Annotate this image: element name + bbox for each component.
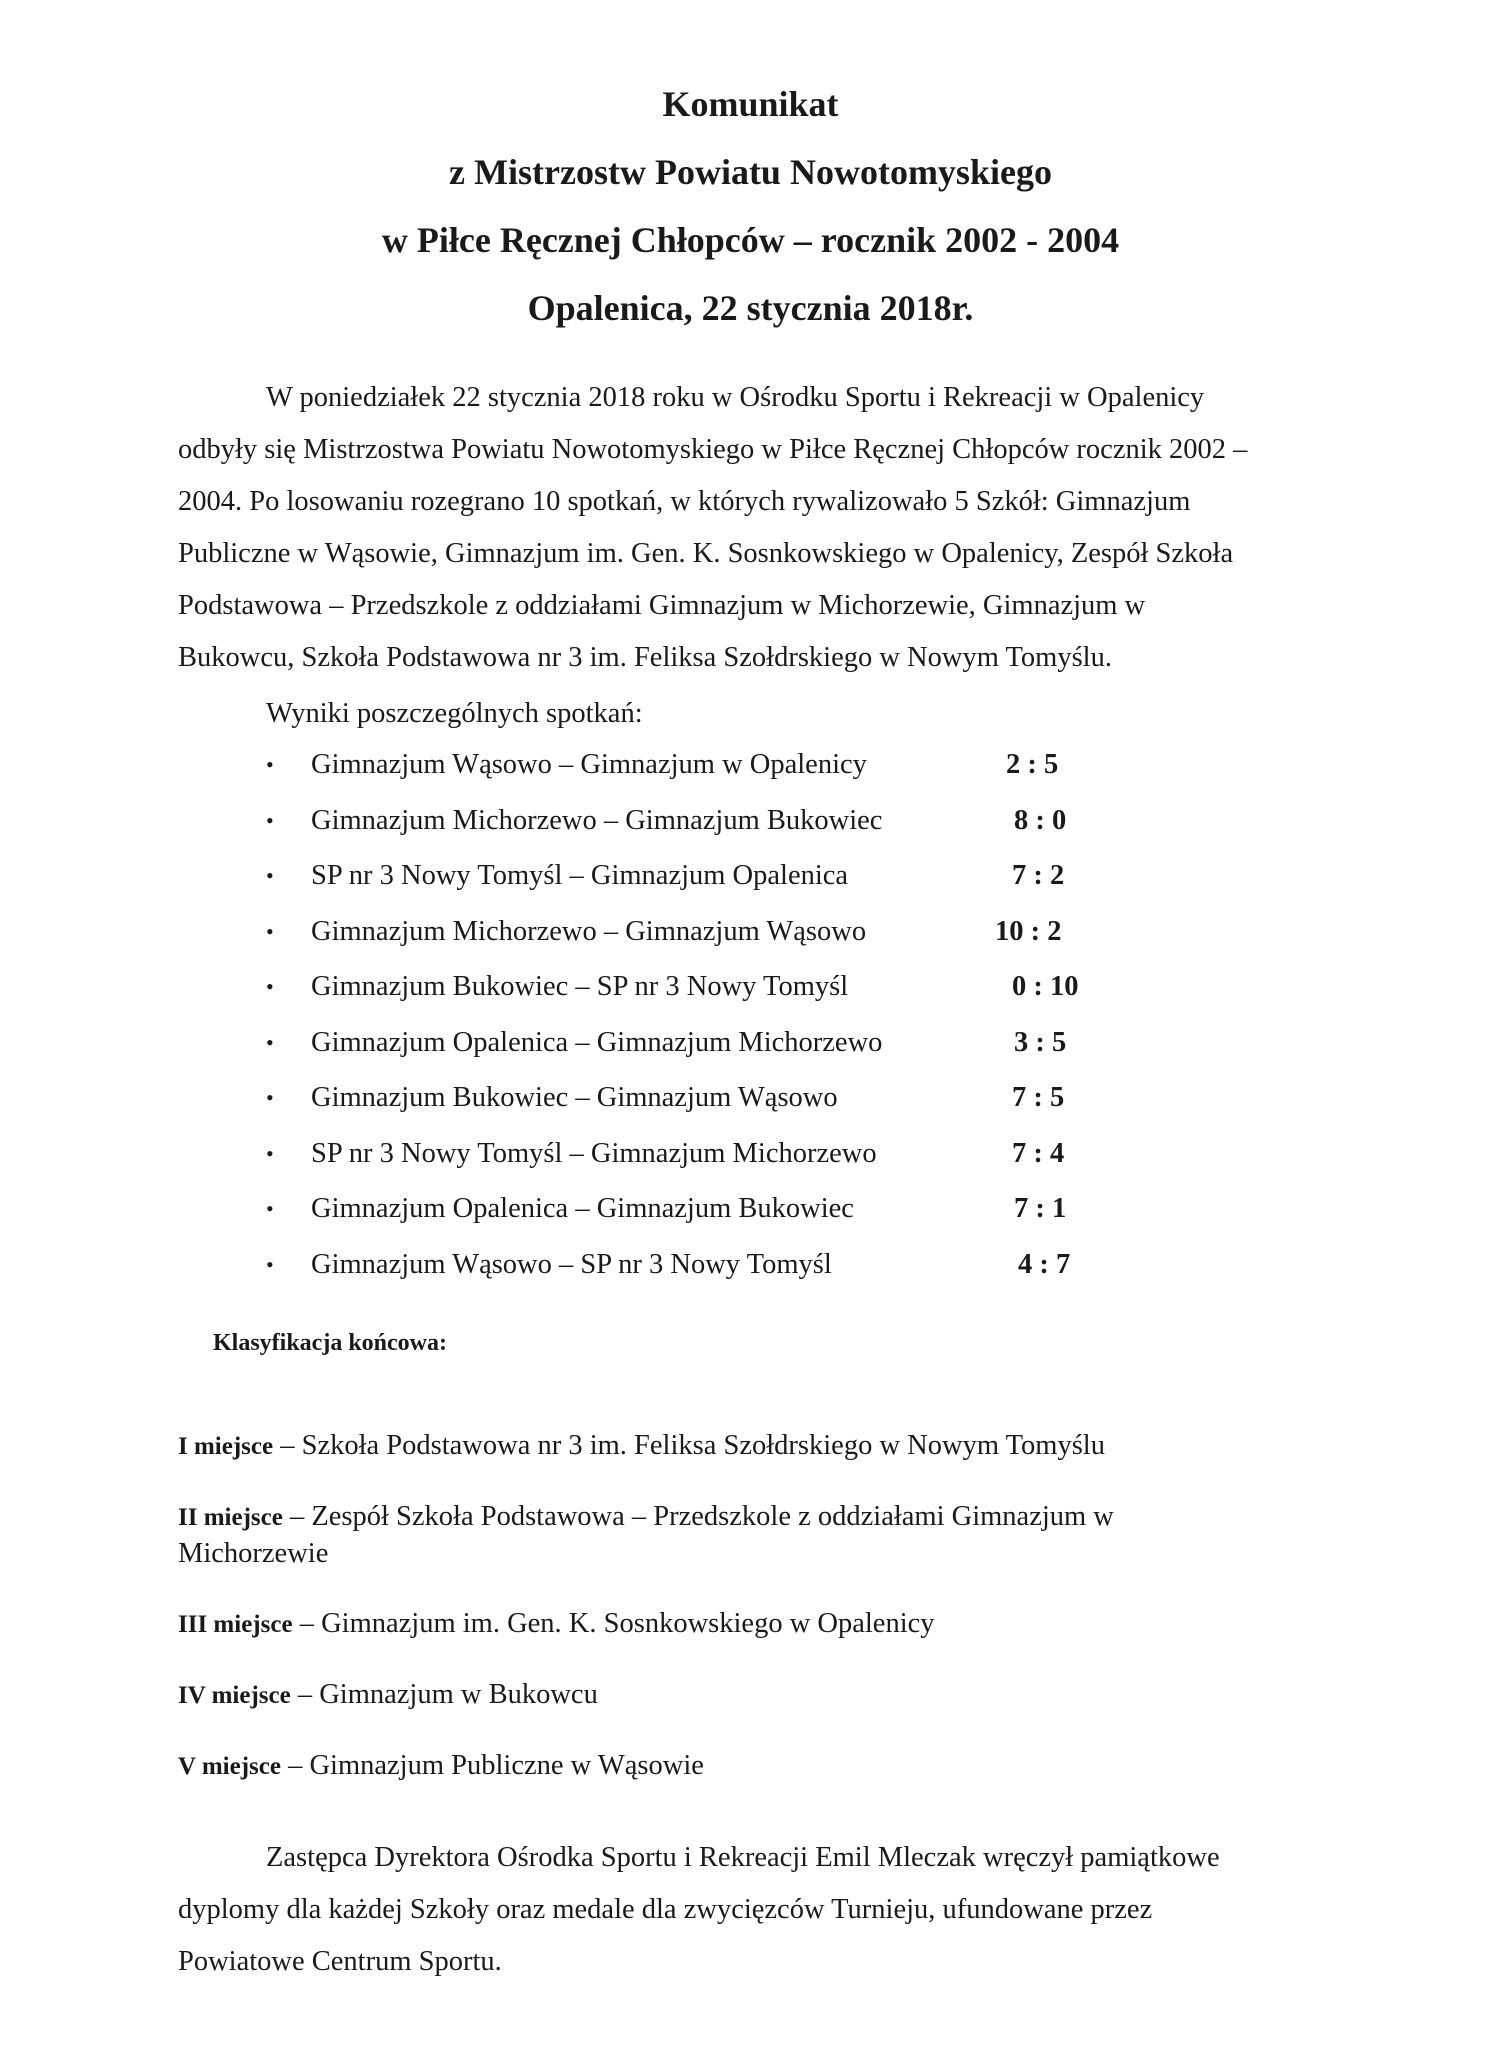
match-score: 4 : 7 [1018, 1248, 1071, 1280]
result-row [266, 1126, 1166, 1182]
match-score: 7 : 1 [1014, 1193, 1067, 1224]
match-score: 10 : 2 [995, 915, 1062, 947]
closing-line: Zastępca Dyrektora Ośrodka Sportu i Rekreacji Emil Mleczak wręczył pamiątkowe [266, 1842, 1220, 1873]
match-score: 2 : 5 [1006, 749, 1059, 780]
match-teams: Gimnazjum Michorzewo – Gimnazjum Wąsowo [311, 915, 867, 947]
final-placings [178, 1428, 1298, 1819]
placing-label: IV miejsce [178, 1682, 291, 1709]
document-title [0, 70, 1501, 342]
placing-label: V miejsce [178, 1753, 281, 1780]
intro-line: W poniedziałek 22 stycznia 2018 roku w Ośrodku Sportu i Rekreacji w Opalenicy [266, 382, 1205, 413]
placing-school: – Gimnazjum w Bukowcu [290, 1679, 598, 1710]
bullet-icon: • [266, 1085, 274, 1110]
placing-label: II miejsce [178, 1504, 283, 1531]
results-heading: Wyniki poszczególnych spotkań: [266, 698, 643, 729]
placing-row [178, 1677, 1298, 1714]
bullet-icon: • [266, 807, 274, 833]
result-row [266, 959, 1166, 1015]
match-teams: Gimnazjum Michorzewo – Gimnazjum Bukowiec [311, 804, 883, 836]
match-score: 7 : 4 [1012, 1137, 1065, 1169]
intro-line: 2004. Po losowaniu rozegrano 10 spotkań, w których rywalizowało 5 Szkół: Gimnazjum [178, 486, 1191, 517]
match-score: 3 : 5 [1014, 1026, 1067, 1058]
classification-heading: Klasyfikacja końcowa: [213, 1330, 447, 1356]
match-teams: Gimnazjum Wąsowo – SP nr 3 Nowy Tomyśl [311, 1248, 832, 1280]
match-score: 7 : 2 [1012, 860, 1065, 891]
match-teams: SP nr 3 Nowy Tomyśl – Gimnazjum Michorzewo [311, 1137, 877, 1169]
result-row [266, 848, 1166, 904]
placing-school: – Gimnazjum im. Gen. K. Sosnkowskiego w Opalenicy [292, 1608, 935, 1639]
bullet-icon: • [266, 1196, 274, 1221]
match-teams: Gimnazjum Wąsowo – Gimnazjum w Opalenicy [311, 749, 867, 780]
match-teams: Gimnazjum Opalenica – Gimnazjum Bukowiec [311, 1193, 854, 1224]
bullet-icon: • [266, 863, 274, 888]
intro-line: Podstawowa – Przedszkole z oddziałami Gimnazjum w Michorzewie, Gimnazjum w [178, 590, 1146, 621]
placing-school: – Zespół Szkoła Podstawowa – Przedszkole z oddziałami Gimnazjum w Michorzewie [178, 1501, 1114, 1569]
placing-school: – Gimnazjum Publiczne w Wąsowie [280, 1750, 704, 1781]
title-category: w Piłce Ręcznej Chłopców – rocznik 2002 - 2004 [381, 220, 1120, 260]
bullet-icon: • [266, 1140, 274, 1166]
intro-line: odbyły się Mistrzostwa Powiatu Nowotomyskiego w Piłce Ręcznej Chłopców rocznik 2002 – [178, 434, 1248, 465]
match-score: 7 : 5 [1012, 1082, 1065, 1113]
placing-row [178, 1428, 1298, 1465]
result-row [266, 904, 1166, 960]
match-teams: Gimnazjum Opalenica – Gimnazjum Michorzewo [311, 1026, 883, 1058]
bullet-icon: • [266, 1251, 274, 1277]
placing-row [178, 1499, 1188, 1572]
intro-paragraph [178, 372, 1298, 684]
closing-paragraph [178, 1832, 1298, 1988]
intro-line: Publiczne w Wąsowie, Gimnazjum im. Gen. K. Sosnkowskiego w Opalenicy, Zespół Szkoła [178, 538, 1234, 569]
match-teams: Gimnazjum Bukowiec – SP nr 3 Nowy Tomyśl [311, 971, 849, 1002]
closing-line: Powiatowe Centrum Sportu. [178, 1946, 502, 1977]
bullet-icon: • [266, 974, 274, 999]
bullet-icon: • [266, 752, 274, 777]
placing-label: I miejsce [178, 1433, 274, 1460]
result-row [266, 1181, 1166, 1237]
match-teams: SP nr 3 Nowy Tomyśl – Gimnazjum Opalenica [311, 860, 849, 891]
bullet-icon: • [266, 1029, 274, 1055]
results-list [266, 737, 1166, 1292]
placing-label: III miejsce [178, 1611, 293, 1638]
placing-row [178, 1748, 1298, 1785]
match-score: 8 : 0 [1014, 804, 1067, 836]
result-row [266, 1015, 1166, 1071]
placing-school: – Szkoła Podstawowa nr 3 im. Feliksa Szołdrskiego w Nowym Tomyślu [273, 1430, 1105, 1461]
bullet-icon: • [266, 918, 274, 944]
title-event: z Mistrzostw Powiatu Nowotomyskiego [449, 152, 1052, 192]
match-teams: Gimnazjum Bukowiec – Gimnazjum Wąsowo [311, 1082, 838, 1113]
result-row [266, 1070, 1166, 1126]
title-heading: Komunikat [662, 84, 839, 124]
placing-row [178, 1606, 1298, 1643]
result-row [266, 1237, 1166, 1293]
intro-line: Bukowcu, Szkoła Podstawowa nr 3 im. Feliksa Szołdrskiego w Nowym Tomyślu. [178, 642, 1112, 673]
match-score: 0 : 10 [1012, 971, 1079, 1002]
result-row [266, 793, 1166, 849]
result-row [266, 737, 1166, 793]
title-place-date: Opalenica, 22 stycznia 2018r. [527, 288, 974, 328]
closing-line: dyplomy dla każdej Szkoły oraz medale dla zwycięzców Turnieju, ufundowane przez [178, 1894, 1153, 1925]
